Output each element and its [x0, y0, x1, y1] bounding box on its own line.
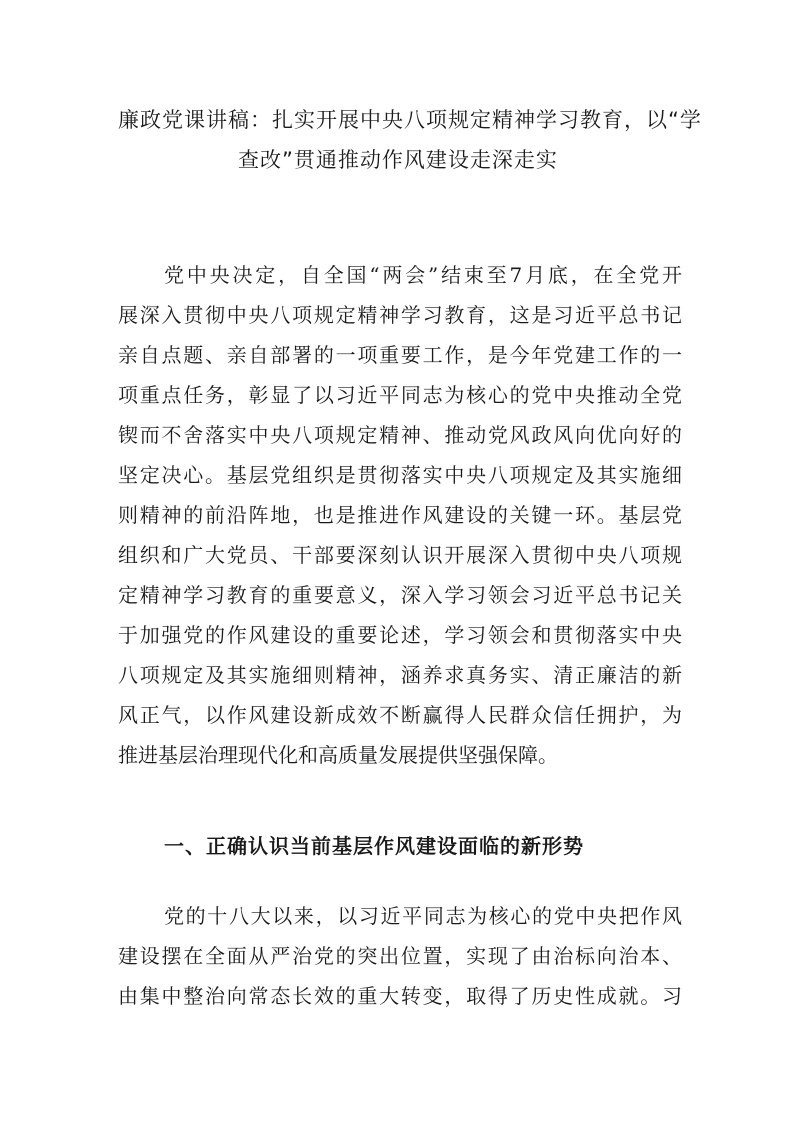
paragraph-line: 定精神学习教育的重要意义，深入学习领会习近平总书记关: [118, 583, 682, 607]
section-heading: 一、正确认识当前基层作风建设面临的新形势: [164, 834, 584, 858]
paragraph-line: 则精神的前沿阵地，也是推进作风建设的关键一环。基层党: [118, 503, 682, 527]
paragraph-line: 八项规定及其实施细则精神，涵养求真务实、清正廉洁的新: [118, 663, 682, 687]
paragraph-line: 组织和广大党员、干部要深刻认识开展深入贯彻中央八项规: [118, 543, 682, 567]
paragraph-line: 坚定决心。基层党组织是贯彻落实中央八项规定及其实施细: [118, 463, 682, 487]
paragraph-line: 风正气，以作风建设新成效不断赢得人民群众信任拥护，为: [118, 703, 682, 727]
paragraph-line: 党的十八大以来，以习近平同志为核心的党中央把作风: [164, 904, 682, 928]
title-line: 查改”贯通推动作风建设走深走实: [238, 148, 558, 172]
paragraph-line: 项重点任务，彰显了以习近平同志为核心的党中央推动全党: [118, 383, 682, 407]
paragraph-line: 建设摆在全面从严治党的突出位置，实现了由治标向治本、: [118, 944, 682, 968]
paragraph-line: 展深入贯彻中央八项规定精神学习教育，这是习近平总书记: [118, 303, 682, 327]
paragraph-line: 党中央决定，自全国“两会”结束至7月底，在全党开: [164, 263, 682, 287]
paragraph-line: 锲而不舍落实中央八项规定精神、推动党风政风向优向好的: [118, 423, 682, 447]
paragraph-line: 由集中整治向常态长效的重大转变，取得了历史性成就。习: [118, 984, 682, 1008]
paragraph-line: 亲自点题、亲自部署的一项重要工作，是今年党建工作的一: [118, 343, 682, 367]
paragraph-line: 推进基层治理现代化和高质量发展提供坚强保障。: [118, 743, 558, 767]
document-title: [118, 100, 702, 180]
paragraph-line: 于加强党的作风建设的重要论述，学习领会和贯彻落实中央: [118, 623, 682, 647]
title-line: 廉政党课讲稿：扎实开展中央八项规定精神学习教育，以“学: [118, 108, 702, 132]
section1-paragraph: [118, 896, 682, 1016]
intro-paragraph: [118, 255, 682, 775]
